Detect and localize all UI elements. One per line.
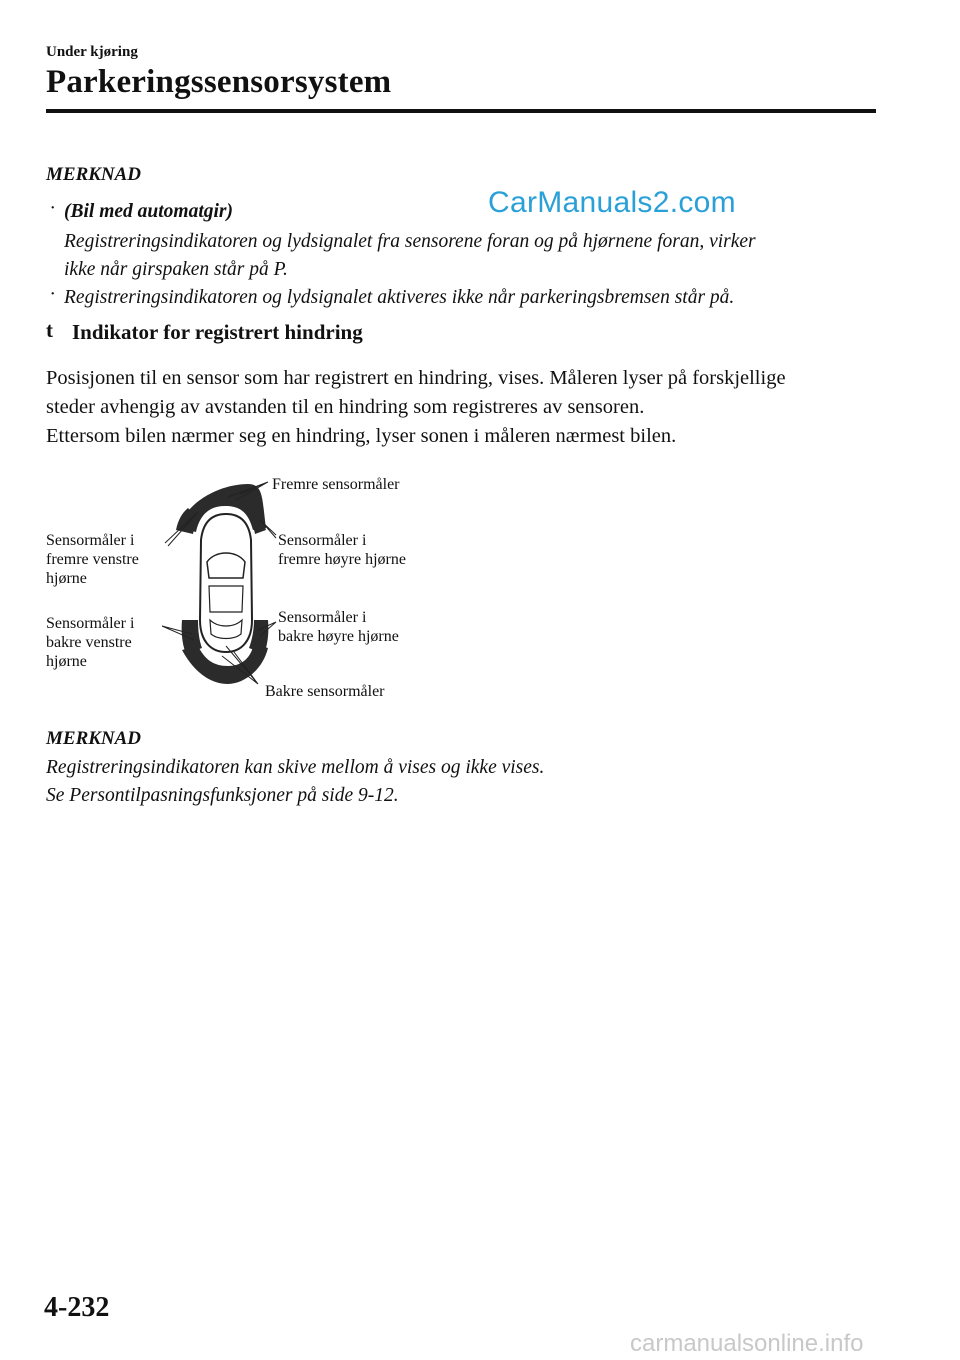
rear-left-sensor-zone [182, 620, 202, 654]
parking-sensor-diagram [150, 470, 450, 700]
subsection-title: Indikator for registrert hindring [72, 320, 363, 344]
page-number: 4-232 [44, 1292, 110, 1323]
label-front-sensor: Fremre sensormåler [272, 476, 400, 493]
note-heading: MERKNAD [46, 728, 142, 749]
section-label: Under kjøring [46, 44, 138, 60]
label-rear-left-sensor: Sensormåler i bakre venstre hjørne [46, 615, 135, 670]
subsection-marker: t [46, 318, 53, 342]
page-title: Parkeringssensorsystem [46, 64, 392, 100]
note-bullet-text: Registreringsindikatoren og lydsignalet fra sensorene foran og på hjørnene foran, virker [64, 231, 756, 252]
note-text: Registreringsindikatoren kan skive mellom å vises og ikke vises. [46, 757, 545, 778]
note-bullet-text: Registreringsindikatoren og lydsignalet aktiveres ikke når parkeringsbremsen står på. [64, 287, 735, 308]
note-heading: MERKNAD [46, 164, 142, 185]
title-divider [46, 109, 876, 113]
label-rear-sensor: Bakre sensormåler [265, 683, 385, 700]
label-rear-right-sensor: Sensormåler i bakre høyre hjørne [278, 609, 399, 645]
footer-watermark: carmanualsonline.info [630, 1330, 864, 1357]
body-paragraph [46, 364, 876, 451]
body-line: Ettersom bilen nærmer seg en hindring, lyser sonen i måleren nærmest bilen. [46, 425, 677, 447]
note-bullet-title: (Bil med automatgir) [64, 201, 234, 222]
label-front-left-sensor: Sensormåler i fremre venstre hjørne [46, 532, 139, 587]
body-line: steder avhengig av avstanden til en hindring som registreres av sensoren. [46, 396, 645, 418]
car-windshield [207, 553, 245, 578]
note-text: Se Persontilpasningsfunksjoner på side 9-12. [46, 785, 399, 806]
label-front-right-sensor: Sensormåler i fremre høyre hjørne [278, 532, 406, 568]
body-line: Posisjonen til en sensor som har registrert en hindring, vises. Måleren lyser på forskjellige [46, 367, 786, 389]
bullet-dot: · [50, 284, 55, 305]
car-roof [209, 586, 243, 612]
watermark-logo: CarManuals2.com [488, 186, 736, 219]
bullet-dot: · [50, 198, 55, 219]
note-bullet-text: ikke når girspaken står på P. [64, 259, 288, 280]
